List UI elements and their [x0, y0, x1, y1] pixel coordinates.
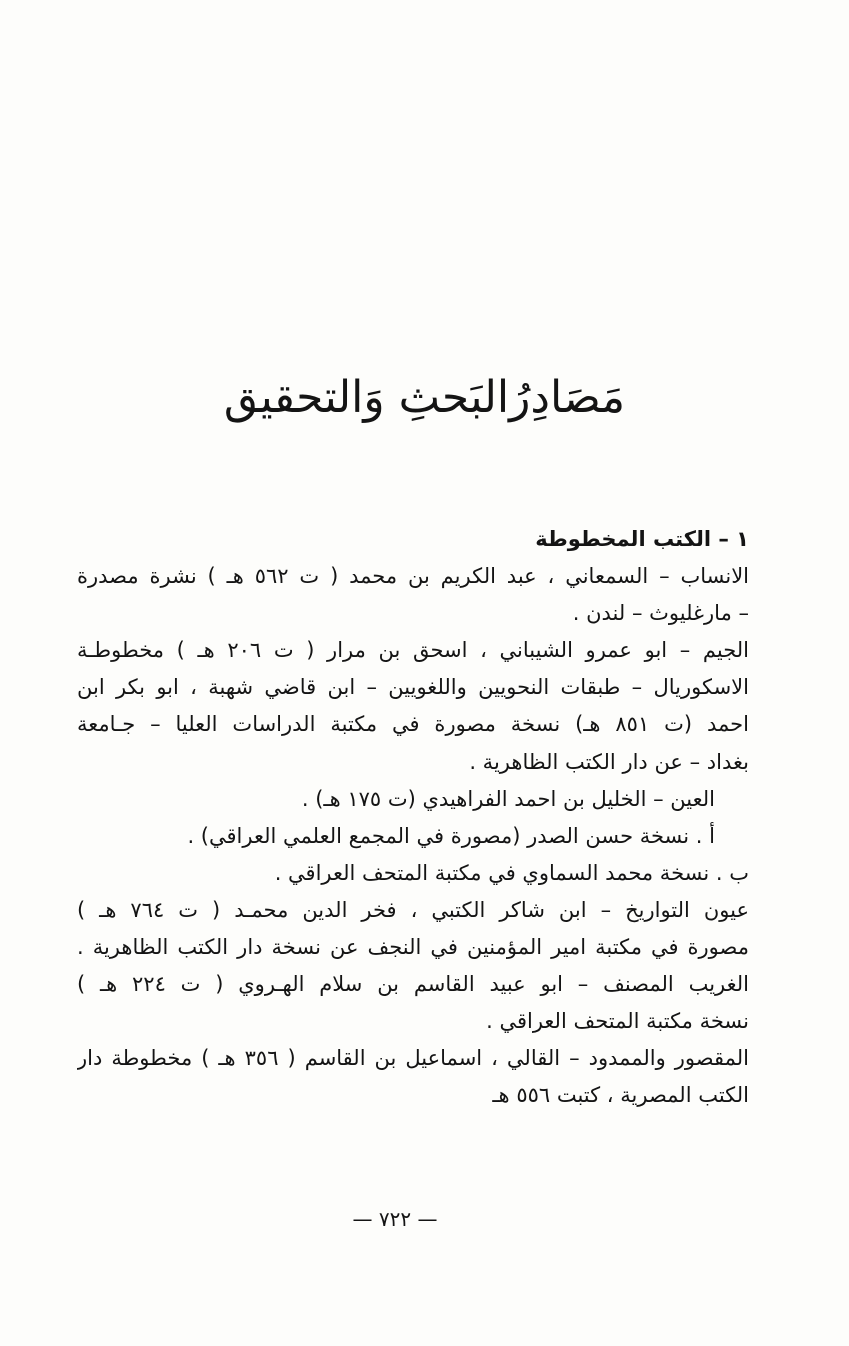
references-list — [77, 521, 749, 1115]
reference-entry-line: ب . نسخة محمد السماوي في مكتبة المتحف العراقي . — [274, 860, 749, 885]
reference-entry-line: أ . نسخة حسن الصدر (مصورة في المجمع العلمي العراقي) . — [187, 823, 715, 848]
reference-entry-line: احمد (ت ٨٥١ هـ) نسخة مصورة في مكتبة الدراسات العليا – جـامعة — [77, 712, 749, 737]
reference-entry-line: عيون التواريخ – ابن شاكر الكتبي ، فخر الدين محمـد ( ت ٧٦٤ هـ ) — [77, 897, 749, 922]
page-number: — ٧٢٢ — — [352, 1207, 438, 1231]
reference-entry-line: الغريب المصنف – ابو عبيد القاسم بن سلام الهـروي ( ت ٢٢٤ هـ ) — [77, 972, 749, 997]
reference-entry-line: نسخة مكتبة المتحف العراقي . — [486, 1009, 749, 1034]
section-heading: ١ – الكتب المخطوطة — [535, 527, 749, 551]
reference-entry-line: العين – الخليل بن احمد الفراهيدي (ت ١٧٥ هـ) . — [301, 786, 715, 811]
reference-entry-line: المقصور والممدود – القالي ، اسماعيل بن القاسم ( ٣٥٦ هـ ) مخطوطة دار — [77, 1046, 749, 1071]
reference-entry-line: مصورة في مكتبة امير المؤمنين في النجف عن نسخة دار الكتب الظاهرية . — [77, 935, 749, 960]
reference-entry-line: الانساب – السمعاني ، عبد الكريم بن محمد ( ت ٥٦٢ هـ ) نشرة مصدرة — [77, 564, 749, 589]
reference-entry-line: – مارغليوث – لندن . — [572, 601, 749, 626]
reference-entry-line: بغداد – عن دار الكتب الظاهرية . — [469, 749, 749, 774]
page-title: مَصَادِرُالبَحثِ وَالتحقيق — [223, 372, 626, 423]
reference-entry-line: الاسكوريال – طبقات النحويين واللغويين – ابن قاضي شهبة ، ابو بكر ابن — [77, 675, 749, 700]
reference-entry-line: الجيم – ابو عمرو الشيباني ، اسحق بن مرار ( ت ٢٠٦ هـ ) مخطوطـة — [77, 638, 749, 663]
reference-entry-line: الكتب المصرية ، كتبت ٥٥٦ هـ — [492, 1083, 749, 1108]
